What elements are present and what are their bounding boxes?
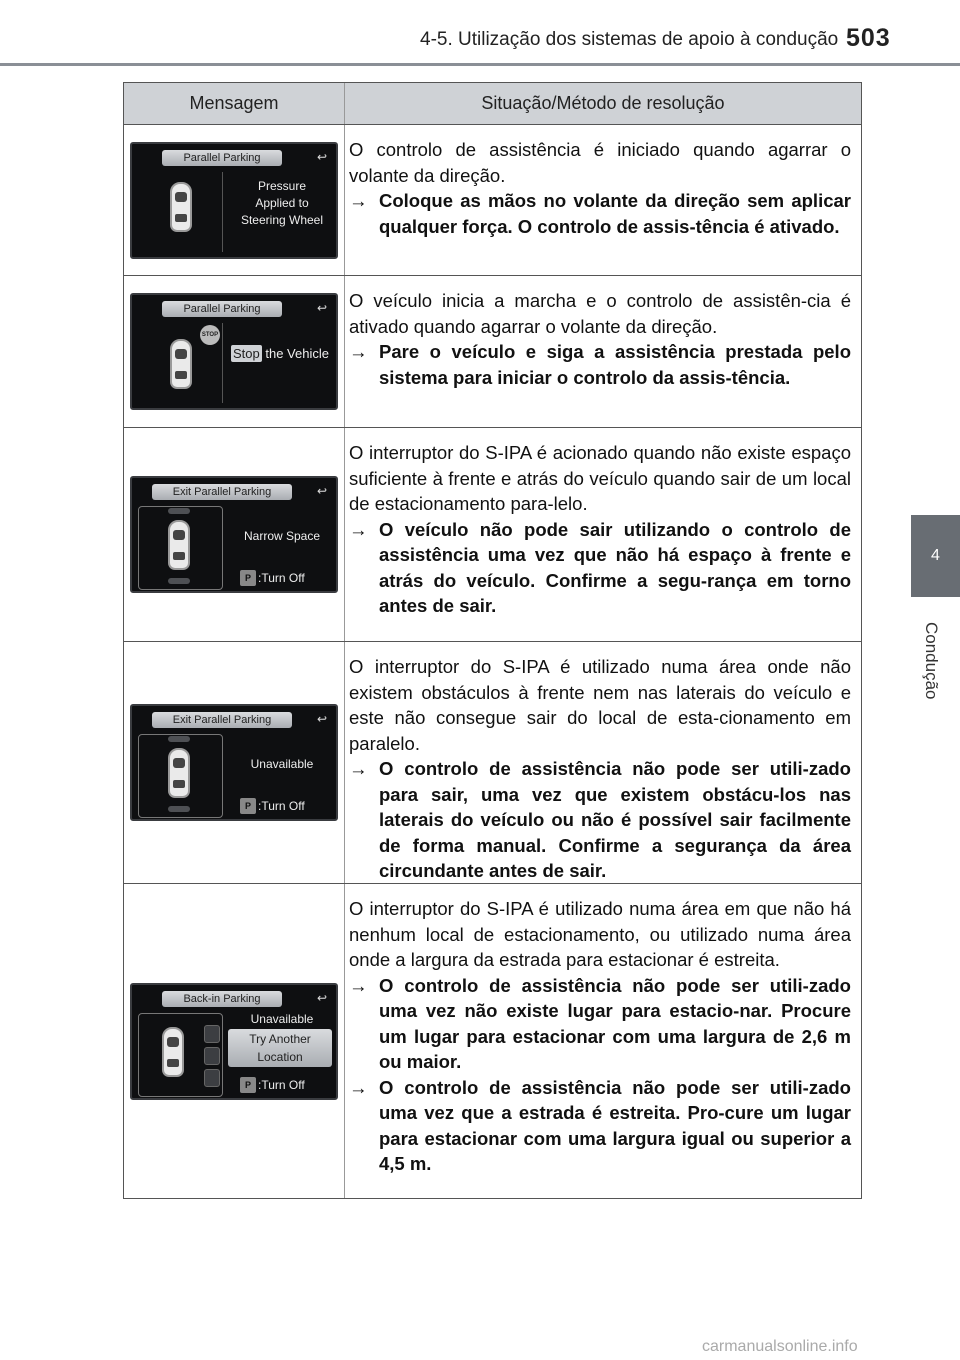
message-screen-cell [124, 428, 345, 641]
turn-off-label: :Turn Off [258, 571, 305, 585]
screen-message-line: Location [257, 1049, 303, 1064]
parking-button-icon: P [240, 798, 256, 814]
stop-sign-icon: STOP [200, 325, 220, 345]
screen-message [222, 345, 338, 362]
table-row [124, 884, 861, 1198]
arrow-icon: → [349, 518, 368, 540]
screen-message-line: Applied to [255, 195, 309, 210]
display-screen [130, 983, 338, 1100]
screen-message-line: Unavailable [250, 757, 314, 771]
screen-message-line: Try Another [249, 1031, 311, 1046]
arrow-icon: → [349, 974, 368, 996]
message-screen-cell [124, 276, 345, 427]
screen-message-rest: the Vehicle [265, 346, 329, 361]
screen-title: Parallel Parking [162, 301, 282, 317]
car-icon [168, 748, 190, 798]
chapter-label: Condução [922, 622, 941, 700]
table-row [124, 642, 861, 884]
column-header-message: Mensagem [124, 83, 345, 124]
situation-text: O interruptor do S-IPA é utilizado numa área onde não existem obstáculos à frente nem nas laterais do veículo e este não consegue sair do local de esta-cionamento em paralelo. [349, 656, 851, 754]
screen-message [230, 1011, 334, 1028]
table-row [124, 428, 861, 642]
parking-slot-icon [204, 1025, 220, 1043]
car-icon [162, 1027, 184, 1077]
arrow-icon: → [349, 190, 368, 211]
table-row [124, 276, 861, 428]
screen-message [230, 528, 334, 545]
screen-message-line: Narrow Space [243, 529, 321, 543]
car-icon [170, 339, 192, 389]
car-icon [168, 520, 190, 570]
situation-text: O veículo inicia a marcha e o controlo de assistên-cia é ativado quando agarrar o volante da direção. [349, 290, 851, 337]
solution-item [349, 517, 851, 619]
back-icon: ↩ [316, 484, 328, 498]
screen-title: Exit Parallel Parking [152, 484, 292, 500]
solution-cell [345, 642, 861, 883]
solution-item [349, 756, 851, 884]
page-number: 503 [846, 24, 891, 52]
parking-button-icon: P [240, 1077, 256, 1093]
car-icon [170, 182, 192, 232]
front-sensor-icon [168, 736, 190, 742]
display-screen [130, 142, 338, 259]
back-icon: ↩ [316, 301, 328, 315]
screen-title: Parallel Parking [162, 150, 282, 166]
watermark: carmanualsonline.info [702, 1338, 858, 1355]
table-header [124, 83, 861, 125]
section-title: 4-5. Utilização dos sistemas de apoio à condução [420, 29, 839, 50]
solution-text: Coloque as mãos no volante da direção sem aplicar qualquer força. O controlo de assis-tência é ativado. [379, 190, 851, 237]
front-sensor-icon [168, 508, 190, 514]
message-screen-cell [124, 642, 345, 883]
screen-message-line: Pressure [257, 178, 307, 193]
screen-message-highlight: Stop [233, 346, 260, 361]
arrow-icon: → [349, 758, 368, 779]
turn-off-label: :Turn Off [258, 799, 305, 813]
solution-cell [345, 125, 861, 275]
solution-cell [345, 884, 861, 1198]
solution-item [349, 1075, 851, 1177]
solution-item [349, 973, 851, 1075]
screen-message-line: Steering Wheel [240, 212, 324, 227]
back-icon: ↩ [316, 149, 328, 164]
solution-text: Pare o veículo e siga a assistência prestada pelo sistema para iniciar o controlo da assis-tência. [379, 341, 851, 388]
display-screen [130, 293, 338, 410]
solution-text: O controlo de assistência não pode ser utili-zado para sair, uma vez que existem obstácu-los nas laterais do veículo ou não é possível sair facilmente de forma manual. Confirme a segurança da área circundante antes de sair. [379, 758, 851, 881]
back-icon: ↩ [316, 712, 328, 726]
situation-text: O interruptor do S-IPA é utilizado numa área em que não há nenhum local de estacionamento, ou utilizado numa área onde a largura da estrada para estacionar é estreita. [349, 898, 851, 970]
display-screen [130, 704, 338, 821]
solution-text: O controlo de assistência não pode ser utili-zado uma vez que a estrada é estreita. Pro-cure um lugar para estacionar com uma largura igual ou superior a 4,5 m. [379, 1076, 851, 1174]
screen-divider [222, 172, 223, 252]
solution-text: O veículo não pode sair utilizando o controlo de assistência uma vez que não há espaço à frente e atrás do veículo. Confirme a segu-rança em torno antes de sair. [379, 518, 851, 616]
parking-button-icon: P [240, 570, 256, 586]
solution-item [349, 339, 851, 390]
turn-off-label: :Turn Off [258, 1077, 305, 1092]
screen-message-line: Unavailable [250, 1011, 314, 1026]
arrow-icon: → [349, 1076, 368, 1098]
situation-text: O controlo de assistência é iniciado quando agarrar o volante da direção. [349, 139, 851, 186]
chapter-tab[interactable]: 4 [911, 515, 960, 597]
message-screen-cell [124, 884, 345, 1198]
screen-message [230, 178, 334, 229]
situation-text: O interruptor do S-IPA é acionado quando não existe espaço suficiente à frente e atrás do veículo quando sair de um local de estacionamento para-lelo. [349, 442, 851, 514]
column-header-solution: Situação/Método de resolução [481, 93, 725, 113]
screen-divider [222, 323, 223, 403]
table-row [124, 125, 861, 276]
screen-title: Exit Parallel Parking [152, 712, 292, 728]
message-screen-cell [124, 125, 345, 275]
rear-sensor-icon [168, 806, 190, 812]
solution-cell [345, 428, 861, 641]
back-icon: ↩ [316, 990, 328, 1005]
solution-cell [345, 276, 861, 427]
solution-text: O controlo de assistência não pode ser utili-zado uma vez não existe lugar para estacio-nar. Procure um lugar para estacionar com uma largura de 2,6 m ou maior. [379, 974, 851, 1072]
screen-message [230, 756, 334, 773]
rear-sensor-icon [168, 578, 190, 584]
arrow-icon: → [349, 341, 368, 362]
header-rule [0, 63, 960, 66]
parking-slot-icon [204, 1069, 220, 1087]
screen-title: Back-in Parking [162, 991, 282, 1007]
solution-item [349, 188, 851, 239]
display-screen [130, 476, 338, 593]
message-table [123, 82, 862, 1199]
try-another-location-box [228, 1029, 332, 1067]
parking-slot-icon [204, 1047, 220, 1065]
